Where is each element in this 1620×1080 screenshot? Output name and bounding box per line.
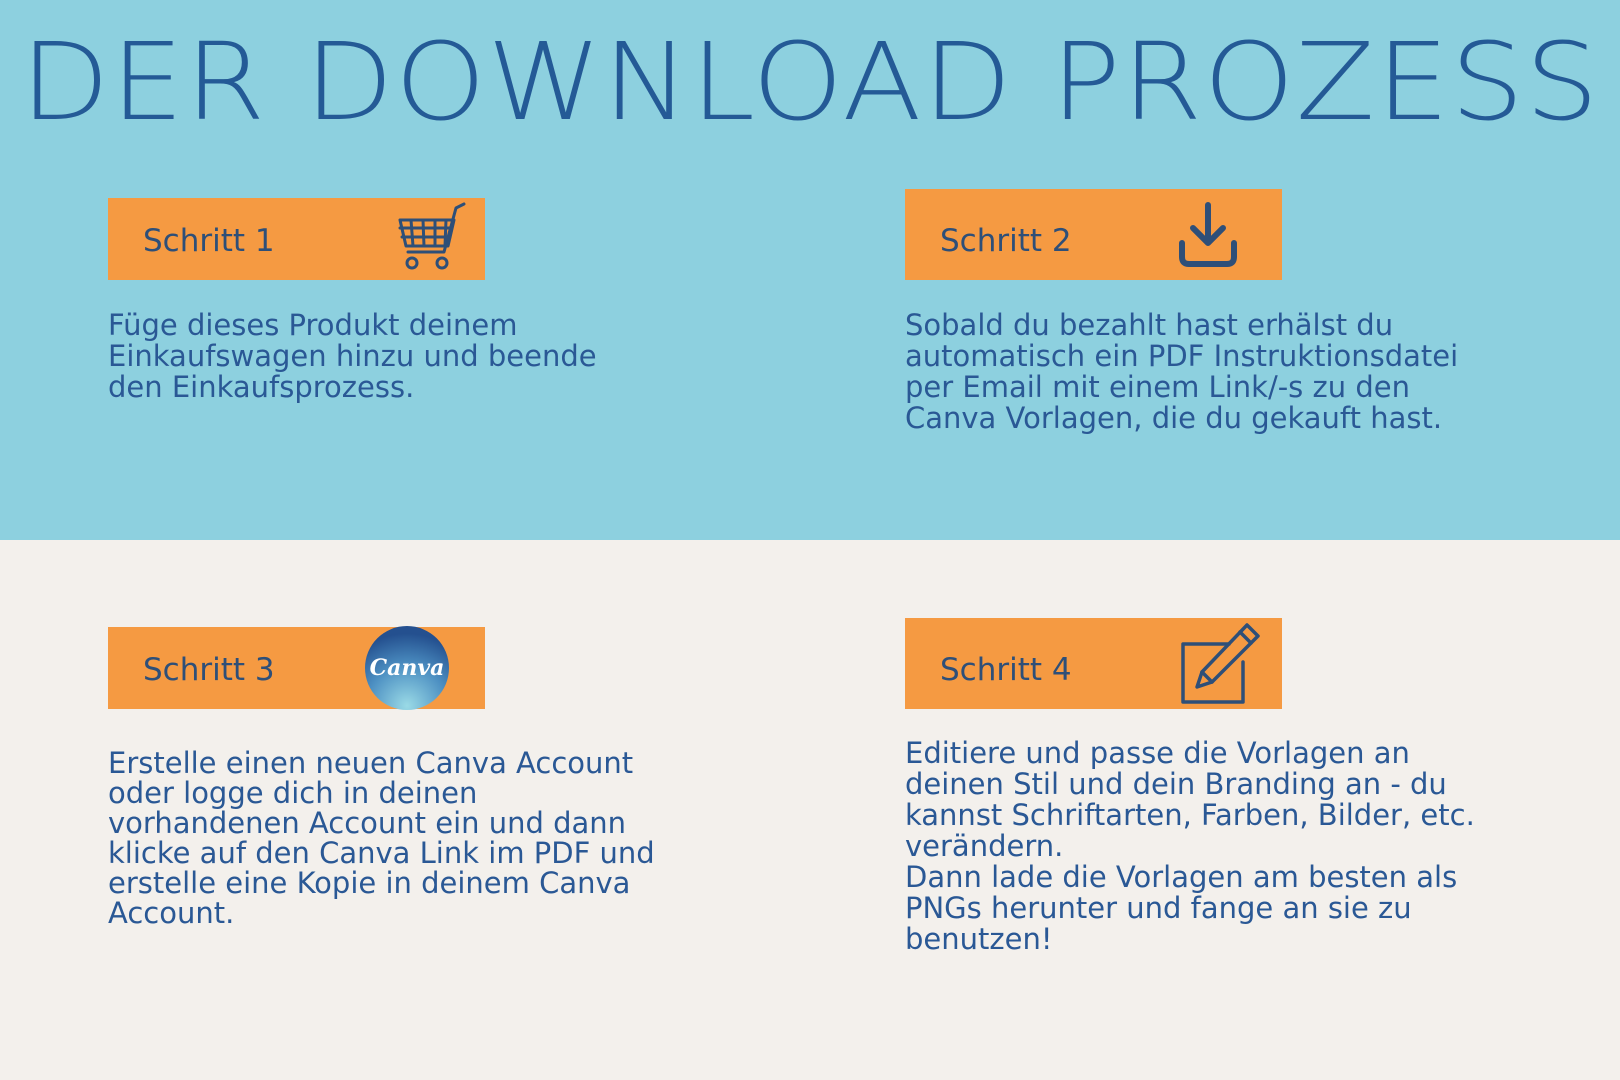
- download-icon: [1177, 201, 1239, 269]
- step-4-description: Editiere und passe die Vorlagen an deinen Stil und dein Branding an - du kannst Schriftarten, Farben, Bilder, etc. verändern. Dann lade die Vorlagen am besten als PNGs herunter und fange an sie zu benutzen!: [905, 736, 1475, 956]
- step-1-label: Schritt 1: [143, 223, 275, 259]
- step-3-label: Schritt 3: [143, 652, 275, 688]
- step-4-banner: [905, 618, 1282, 709]
- page-title: DER DOWNLOAD PROZESS: [20, 20, 1600, 145]
- step-1-banner: [108, 198, 485, 280]
- canva-logo: [365, 626, 449, 710]
- step-4-label: Schritt 4: [940, 652, 1072, 688]
- step-2-banner: [905, 189, 1282, 280]
- shopping-cart-icon: [396, 200, 466, 272]
- step-3-description: Erstelle einen neuen Canva Account oder logge dich in deinen vorhandenen Account ein und dann klicke auf den Canva Link im PDF und erstelle eine Kopie in deinem Canva Account.: [108, 746, 655, 930]
- step-1-description: Füge dieses Produkt deinem Einkaufswagen hinzu und beende den Einkaufsprozess.: [108, 308, 597, 404]
- canva-logo-text: Canva: [369, 655, 445, 681]
- step-2-label: Schritt 2: [940, 223, 1072, 259]
- step-2-description: Sobald du bezahlt hast erhälst du automatisch ein PDF Instruktionsdatei per Email mit einem Link/-s zu den Canva Vorlagen, die du gekauft hast.: [905, 308, 1459, 435]
- step-3-banner: [108, 627, 485, 709]
- edit-icon: [1177, 622, 1261, 706]
